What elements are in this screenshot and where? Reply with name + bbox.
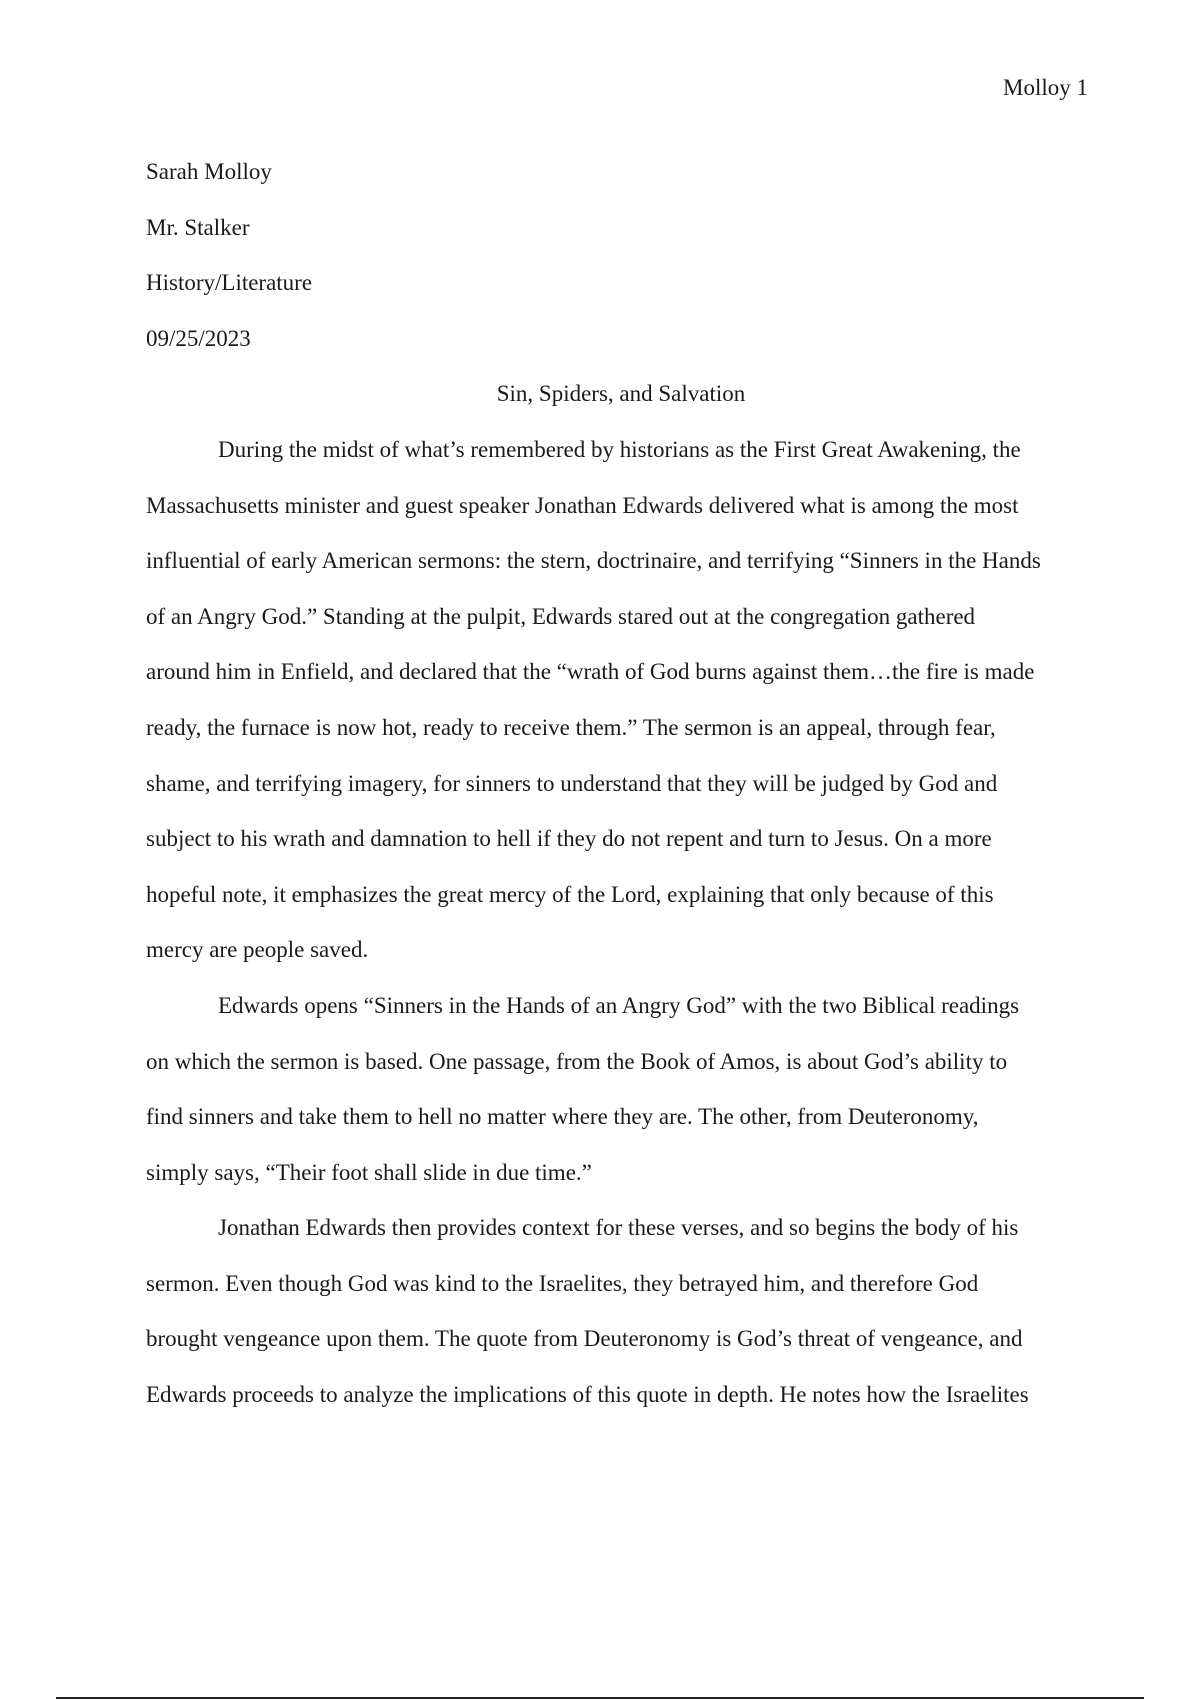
- text-line: simply says, “Their foot shall slide in due time.”: [146, 1159, 592, 1185]
- running-head: Molloy 1: [1003, 75, 1088, 100]
- student-name: Sarah Molloy: [146, 159, 272, 184]
- text-line: During the midst of what’s remembered by historians as the First Great Awakening, the: [218, 436, 1021, 462]
- text-line: shame, and terrifying imagery, for sinners to understand that they will be judged by God and: [146, 770, 998, 796]
- text-line: Edwards proceeds to analyze the implications of this quote in depth. He notes how the Israelites: [146, 1382, 1029, 1408]
- text-line: of an Angry God.” Standing at the pulpit, Edwards stared out at the congregation gathered: [146, 603, 976, 629]
- text-line: subject to his wrath and damnation to hell if they do not repent and turn to Jesus. On a more: [146, 826, 992, 852]
- date: 09/25/2023: [146, 325, 251, 351]
- text-line: Jonathan Edwards then provides context for these verses, and so begins the body of his: [218, 1215, 1019, 1241]
- text-line: Edwards opens “Sinners in the Hands of an Angry God” with the two Biblical readings: [218, 992, 1020, 1018]
- text-line: influential of early American sermons: the stern, doctrinaire, and terrifying “Sinners in the Hands: [146, 548, 1041, 574]
- text-line: brought vengeance upon them. The quote from Deuteronomy is God’s threat of vengeance, and: [146, 1326, 1023, 1352]
- text-line: Massachusetts minister and guest speaker Jonathan Edwards delivered what is among the most: [146, 492, 1019, 518]
- paragraph-1: [146, 422, 1096, 978]
- essay-title: Sin, Spiders, and Salvation: [496, 381, 746, 407]
- text-line: mercy are people saved.: [146, 937, 369, 963]
- text-line: hopeful note, it emphasizes the great mercy of the Lord, explaining that only because of this: [146, 881, 994, 907]
- teacher-name: Mr. Stalker: [146, 214, 250, 240]
- text-line: on which the sermon is based. One passage, from the Book of Amos, is about God’s ability to: [146, 1048, 1008, 1074]
- paragraph-2: [146, 978, 1096, 1200]
- page-bottom-rule: [56, 1697, 1144, 1699]
- paragraph-3: [146, 1200, 1096, 1422]
- document-body: [146, 144, 1096, 1423]
- text-line: sermon. Even though God was kind to the Israelites, they betrayed him, and therefore God: [146, 1270, 979, 1296]
- text-line: find sinners and take them to hell no matter where they are. The other, from Deuteronomy,: [146, 1104, 979, 1130]
- text-line: ready, the furnace is now hot, ready to receive them.” The sermon is an appeal, through fear,: [146, 714, 996, 740]
- course-name: History/Literature: [146, 270, 313, 296]
- text-line: around him in Enfield, and declared that the “wrath of God burns against them…the fire is made: [146, 659, 1035, 685]
